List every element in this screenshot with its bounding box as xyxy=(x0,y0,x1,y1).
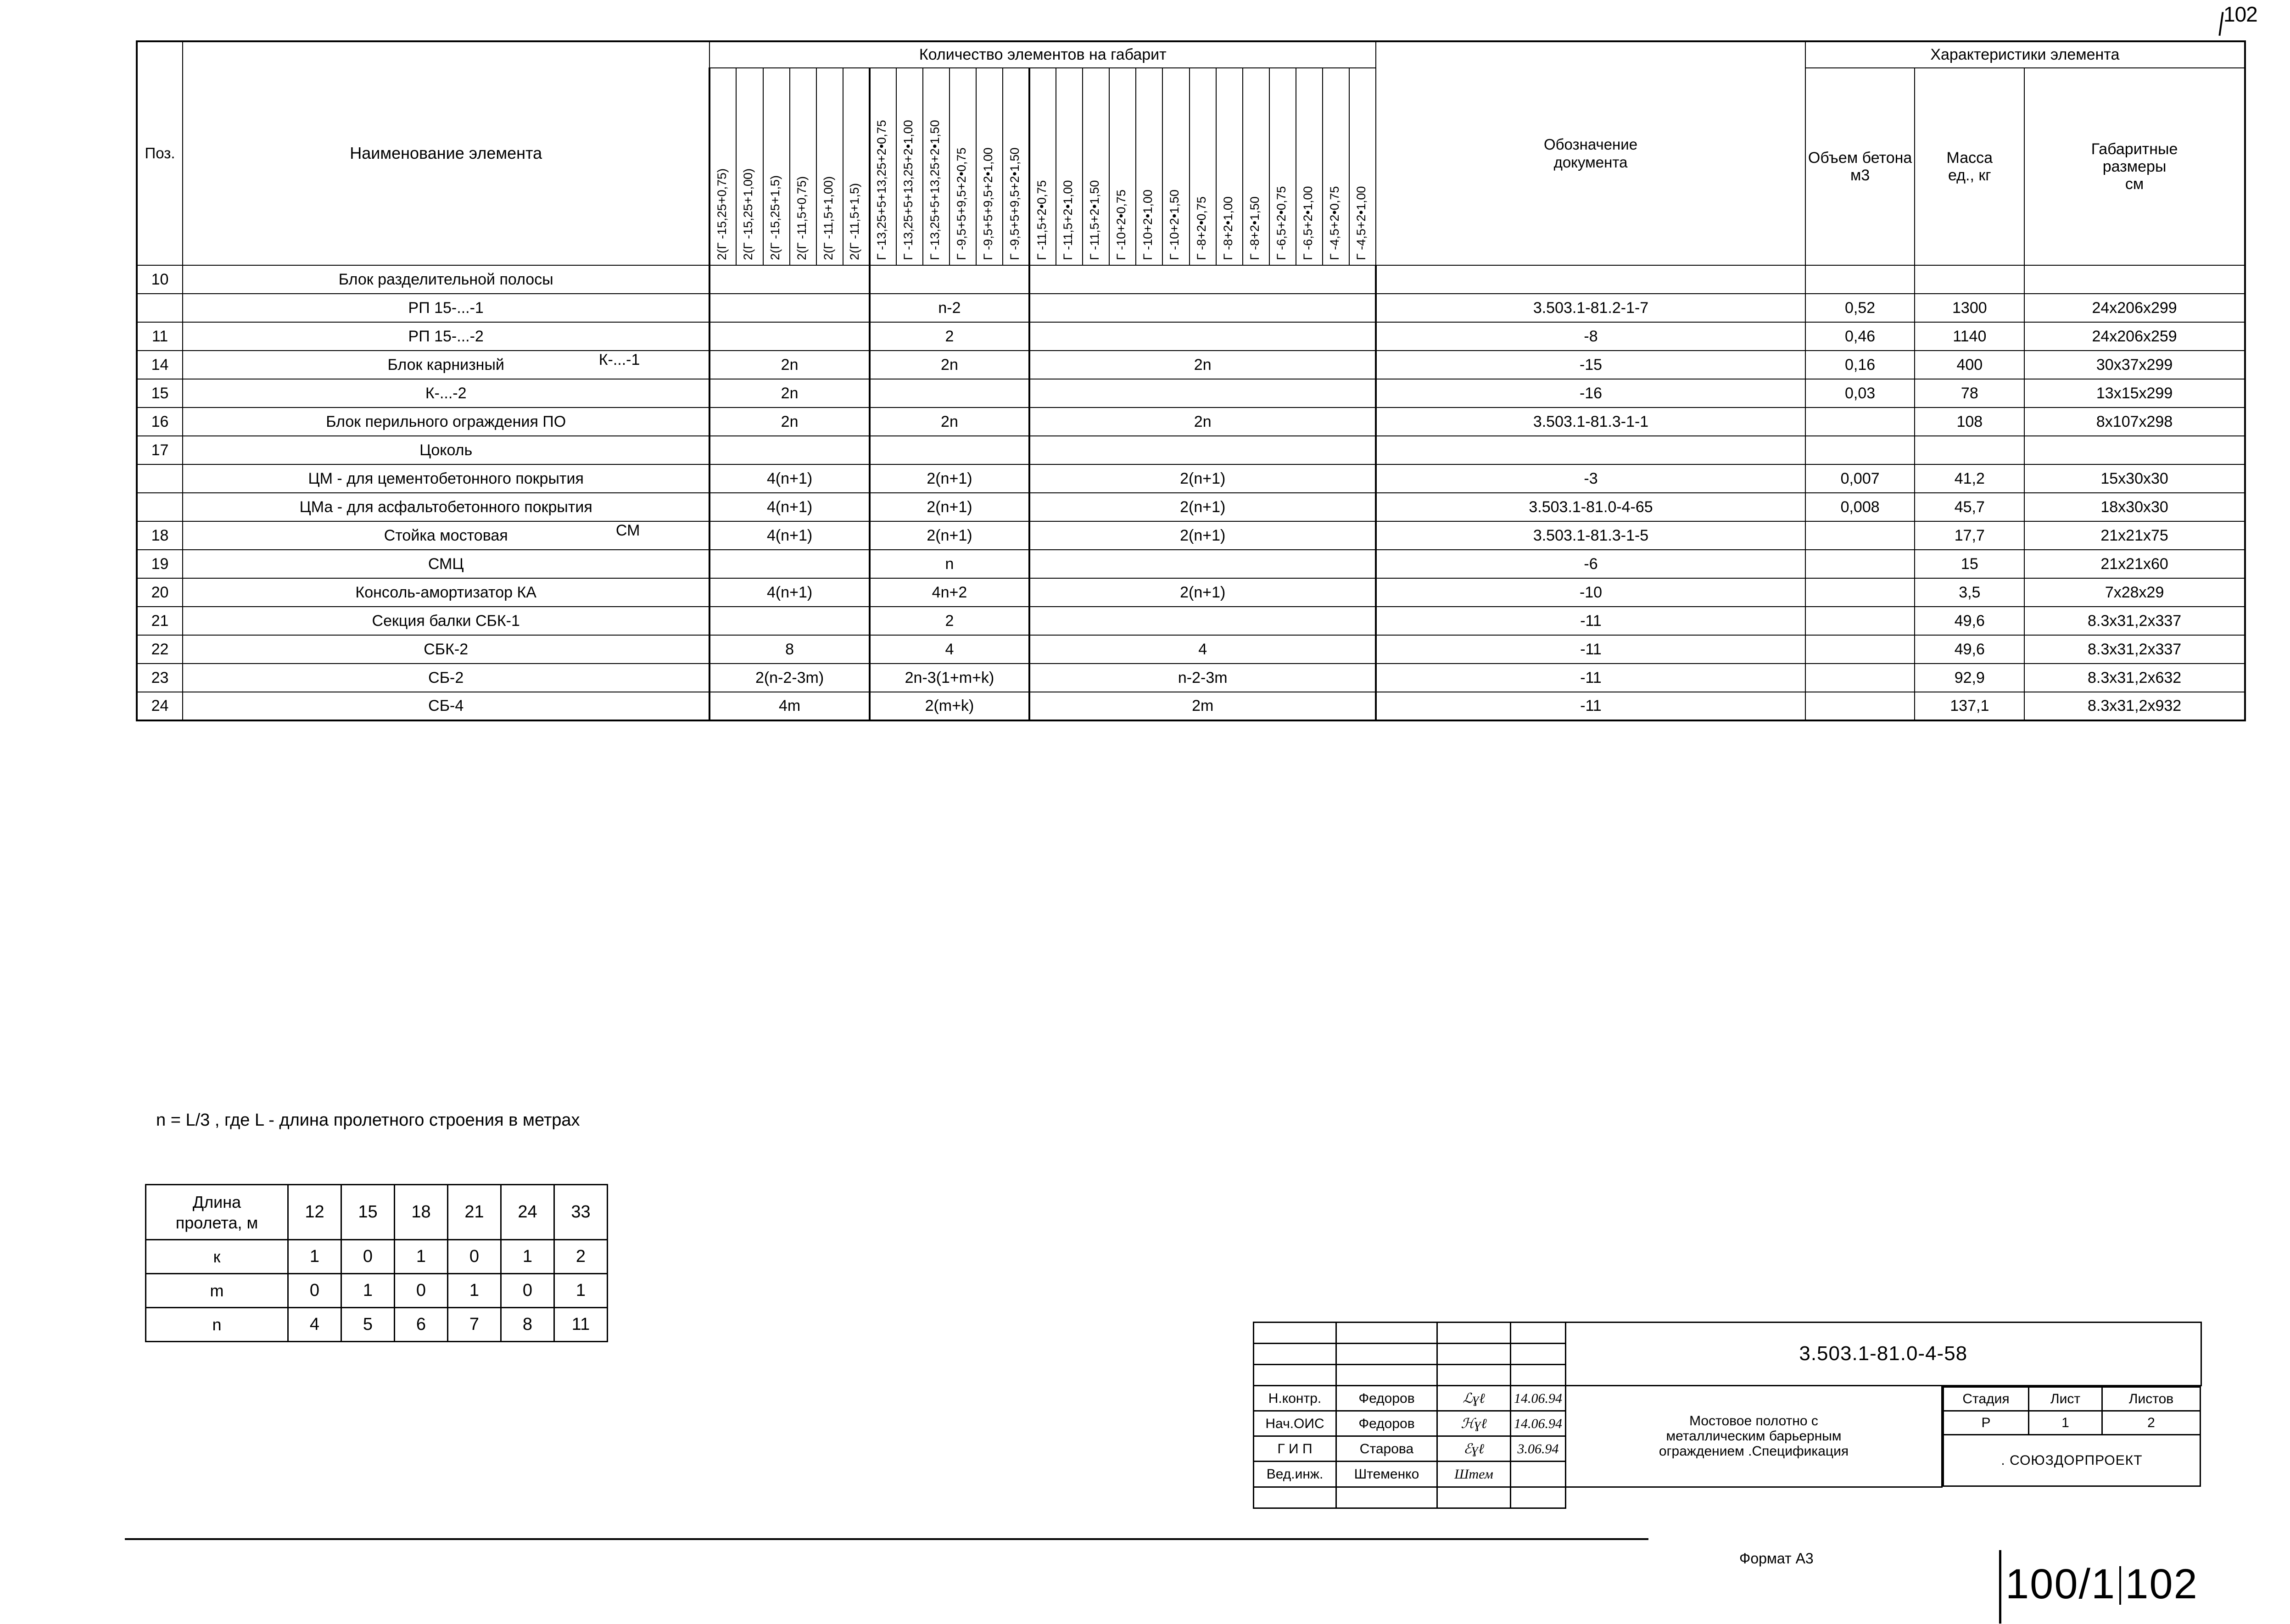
unit-mass: 17,7 xyxy=(1915,521,2024,550)
signature-date xyxy=(1511,1462,1566,1487)
concrete-volume xyxy=(1805,692,1915,720)
coefficient-label: m xyxy=(146,1274,288,1308)
coefficient-value: 0 xyxy=(501,1274,554,1308)
position-number xyxy=(137,294,183,322)
tb-empty-cell xyxy=(1511,1487,1566,1508)
overall-dimensions: 8.3x31,2x932 xyxy=(2024,692,2245,720)
qty-column-header: 2(Г -11,5+1,5) xyxy=(843,68,870,265)
qty-column-header: Г -11,5+2•1,00 xyxy=(1056,68,1083,265)
qty-group1-value: 2n xyxy=(709,351,869,379)
overall-dimensions: 8x107x298 xyxy=(2024,407,2245,436)
signature-date: 3.06.94 xyxy=(1511,1436,1566,1462)
qty-group2-value: 2 xyxy=(870,322,1029,351)
qty-group2-value: n xyxy=(870,550,1029,578)
qty-column-header: Г -6,5+2•0,75 xyxy=(1269,68,1296,265)
element-name-cell: ЦМа - для асфальтобетонного покрытия xyxy=(183,493,709,521)
table-row xyxy=(137,550,2245,578)
overall-dimensions: 30x37x299 xyxy=(2024,351,2245,379)
document-designation: 3.503.1-81.3-1-5 xyxy=(1376,521,1805,550)
concrete-volume xyxy=(1805,521,1915,550)
element-name-cell: СБ-4 xyxy=(183,692,709,720)
document-designation: -8 xyxy=(1376,322,1805,351)
document-number-cell xyxy=(1566,1323,2201,1386)
tb-empty-cell xyxy=(1254,1323,1336,1344)
table-row xyxy=(146,1308,608,1342)
tb-empty-cell xyxy=(1511,1323,1566,1344)
qty-group1-value xyxy=(709,436,869,464)
mass-header: Масса ед., кг xyxy=(1915,68,2024,265)
corner-sheet-mark: 102 xyxy=(2223,2,2257,26)
document-header: Обозначение документа xyxy=(1543,136,1638,171)
table-row xyxy=(137,635,2245,664)
unit-mass: 92,9 xyxy=(1915,664,2024,692)
coefficient-value: 1 xyxy=(288,1240,341,1274)
qty-column-header: Г -9,5+5+9,5+2•1,00 xyxy=(976,68,1003,265)
signature-role: Г И П xyxy=(1254,1436,1336,1462)
element-name-cell: Секция балки СБК-1 xyxy=(183,607,709,635)
signature-mark: ℰɣℓ xyxy=(1437,1436,1511,1462)
qty-column-header: 2(Г -11,5+0,75) xyxy=(790,68,816,265)
qty-column-header: Г -9,5+5+9,5+2•0,75 xyxy=(950,68,976,265)
qty-column-header: 2(Г -15,25+1,5) xyxy=(763,68,790,265)
coefficient-value: 1 xyxy=(395,1240,448,1274)
qty-column-header: Г -10+2•1,00 xyxy=(1136,68,1162,265)
specification-table xyxy=(136,40,2246,721)
quantity-group-header: Количество элементов на габарит xyxy=(709,41,1376,68)
signature-mark: ℋɣℓ xyxy=(1437,1411,1511,1436)
overall-dimensions: 13x15x299 xyxy=(2024,379,2245,407)
tb-empty-cell xyxy=(1511,1365,1566,1386)
format-note: Формат А3 xyxy=(1739,1550,1814,1567)
coefficient-value: 1 xyxy=(341,1274,395,1308)
sheet-header: Лист xyxy=(2029,1387,2102,1411)
span-length-value: 12 xyxy=(288,1185,341,1240)
overall-dimensions: 24x206x299 xyxy=(2024,294,2245,322)
document-designation: -15 xyxy=(1376,351,1805,379)
qty-group2-value: 2n xyxy=(870,351,1029,379)
overall-dimensions xyxy=(2024,436,2245,464)
qty-group1-value: 2(n-2-3m) xyxy=(709,664,869,692)
position-number: 17 xyxy=(137,436,183,464)
concrete-volume xyxy=(1805,664,1915,692)
page-number-divider xyxy=(1999,1550,2001,1624)
qty-group2-value: 2(m+k) xyxy=(870,692,1029,720)
element-name-cell: РП 15-...-1 xyxy=(183,294,709,322)
overall-dimensions xyxy=(2024,265,2245,294)
qty-group2-value: n-2 xyxy=(870,294,1029,322)
qty-group3-value: 2(n+1) xyxy=(1029,464,1376,493)
qty-group1-value: 4m xyxy=(709,692,869,720)
document-number: 3.503.1-81.0-4-58 xyxy=(1799,1342,1968,1365)
qty-group3-value: 2n xyxy=(1029,407,1376,436)
element-name-cell xyxy=(183,521,709,550)
page-number-footer xyxy=(2005,1560,2198,1608)
page-number-separator xyxy=(2119,1566,2121,1605)
signature-mark: ℒɣℓ xyxy=(1437,1386,1511,1411)
stage-table xyxy=(1943,1386,2201,1487)
qty-group3-value: 2m xyxy=(1029,692,1376,720)
table-row xyxy=(146,1274,608,1308)
qty-group1-value: 2n xyxy=(709,407,869,436)
position-number: 11 xyxy=(137,322,183,351)
document-designation: -11 xyxy=(1376,664,1805,692)
overall-dimensions: 7x28x29 xyxy=(2024,578,2245,607)
table-row xyxy=(137,322,2245,351)
element-mark: К-...-1 xyxy=(598,351,640,368)
dimensions-header: Габаритные размеры см xyxy=(2024,68,2245,265)
overall-dimensions: 18x30x30 xyxy=(2024,493,2245,521)
span-length-value: 18 xyxy=(395,1185,448,1240)
qty-group2-value xyxy=(870,436,1029,464)
position-number: 15 xyxy=(137,379,183,407)
concrete-volume: 0,008 xyxy=(1805,493,1915,521)
element-mark: СМ xyxy=(615,522,640,539)
span-length-value: 33 xyxy=(554,1185,608,1240)
signature-date: 14.06.94 xyxy=(1511,1386,1566,1411)
table-row xyxy=(137,578,2245,607)
project-title-line: металлическим барьерным xyxy=(1666,1429,1842,1444)
qty-group2-value: 2(n+1) xyxy=(870,464,1029,493)
qty-group3-value xyxy=(1029,294,1376,322)
qty-group2-value: 4 xyxy=(870,635,1029,664)
title-block-table xyxy=(1253,1322,2202,1509)
project-title-line: ограждением .Спецификация xyxy=(1659,1444,1849,1459)
unit-mass: 49,6 xyxy=(1915,635,2024,664)
table-row xyxy=(137,692,2245,720)
concrete-volume: 0,52 xyxy=(1805,294,1915,322)
signature-name: Штеменко xyxy=(1336,1462,1437,1487)
qty-group2-value: 2n xyxy=(870,407,1029,436)
element-name: Стойка мостовая xyxy=(384,526,508,544)
position-number: 16 xyxy=(137,407,183,436)
document-designation: -11 xyxy=(1376,607,1805,635)
qty-column-header: Г -13,25+5+13,25+2•0,75 xyxy=(870,68,896,265)
qty-group3-value: 4 xyxy=(1029,635,1376,664)
sheets-total-header: Листов xyxy=(2102,1387,2201,1411)
signature-role: Вед.инж. xyxy=(1254,1462,1336,1487)
unit-mass: 400 xyxy=(1915,351,2024,379)
coefficient-value: 2 xyxy=(554,1240,608,1274)
qty-column-header: Г -10+2•0,75 xyxy=(1109,68,1136,265)
tb-empty-cell xyxy=(1336,1487,1437,1508)
signature-role: Н.контр. xyxy=(1254,1386,1336,1411)
tb-empty-cell xyxy=(1437,1323,1511,1344)
qty-column-header: 2(Г -15,25+0,75) xyxy=(709,68,736,265)
concrete-volume: 0,16 xyxy=(1805,351,1915,379)
document-designation: -11 xyxy=(1376,692,1805,720)
unit-mass xyxy=(1915,265,2024,294)
qty-group3-value: n-2-3m xyxy=(1029,664,1376,692)
pos-header-cell xyxy=(137,41,183,265)
span-length-label: Длина пролета, м xyxy=(146,1185,288,1240)
table-row xyxy=(137,493,2245,521)
qty-group2-value: 2(n+1) xyxy=(870,521,1029,550)
project-title-line: Мостовое полотно с xyxy=(1689,1413,1818,1429)
qty-column-header: Г -11,5+2•0,75 xyxy=(1029,68,1056,265)
qty-column-header: 2(Г -11,5+1,00) xyxy=(816,68,843,265)
qty-column-header: Г -13,25+5+13,25+2•1,00 xyxy=(896,68,923,265)
signature-name: Федоров xyxy=(1336,1411,1437,1436)
tb-empty-cell xyxy=(1254,1344,1336,1365)
span-length-value: 15 xyxy=(341,1185,395,1240)
organization-name: . СОЮЗДОРПРОЕКТ xyxy=(1944,1435,2201,1486)
table-row xyxy=(137,464,2245,493)
concrete-volume xyxy=(1805,578,1915,607)
qty-group3-value xyxy=(1029,265,1376,294)
coefficient-value: 11 xyxy=(554,1308,608,1342)
table-row xyxy=(146,1240,608,1274)
coefficient-value: 6 xyxy=(395,1308,448,1342)
document-designation: -16 xyxy=(1376,379,1805,407)
table-row xyxy=(146,1185,608,1240)
span-length-value: 24 xyxy=(501,1185,554,1240)
element-name-cell: СБ-2 xyxy=(183,664,709,692)
overall-dimensions: 15x30x30 xyxy=(2024,464,2245,493)
tb-empty-cell xyxy=(1942,1487,2201,1508)
concrete-volume: 0,007 xyxy=(1805,464,1915,493)
signature-role: Нач.ОИС xyxy=(1254,1411,1336,1436)
qty-column-header: Г -6,5+2•1,00 xyxy=(1296,68,1323,265)
coefficient-value: 1 xyxy=(554,1274,608,1308)
position-number: 14 xyxy=(137,351,183,379)
unit-mass: 137,1 xyxy=(1915,692,2024,720)
element-name-cell: СБК-2 xyxy=(183,635,709,664)
stage-org-cell xyxy=(1942,1386,2201,1487)
tb-empty-cell xyxy=(1437,1344,1511,1365)
qty-group1-value xyxy=(709,607,869,635)
qty-group3-value xyxy=(1029,550,1376,578)
coefficient-value: 1 xyxy=(448,1274,501,1308)
concrete-volume xyxy=(1805,607,1915,635)
tb-empty-cell xyxy=(1566,1487,1942,1508)
qty-column-header: Г -8+2•0,75 xyxy=(1190,68,1216,265)
qty-group2-value: 2n-3(1+m+k) xyxy=(870,664,1029,692)
table-row xyxy=(137,521,2245,550)
qty-group3-value xyxy=(1029,322,1376,351)
concrete-volume: 0,46 xyxy=(1805,322,1915,351)
qty-group1-value: 2n xyxy=(709,379,869,407)
table-row xyxy=(137,436,2245,464)
element-name-cell: Консоль-амортизатор КА xyxy=(183,578,709,607)
coefficient-value: 7 xyxy=(448,1308,501,1342)
corner-tick xyxy=(2218,12,2223,36)
qty-column-header: Г -8+2•1,00 xyxy=(1216,68,1243,265)
unit-mass: 45,7 xyxy=(1915,493,2024,521)
element-name-cell: РП 15-...-2 xyxy=(183,322,709,351)
document-designation: 3.503.1-81.2-1-7 xyxy=(1376,294,1805,322)
coefficient-value: 8 xyxy=(501,1308,554,1342)
page-number-left: 100/1 xyxy=(2005,1561,2116,1607)
qty-column-header: Г -8+2•1,50 xyxy=(1243,68,1269,265)
coefficient-label: к xyxy=(146,1240,288,1274)
qty-group3-value: 2(n+1) xyxy=(1029,521,1376,550)
position-number: 23 xyxy=(137,664,183,692)
unit-mass: 3,5 xyxy=(1915,578,2024,607)
document-designation xyxy=(1376,436,1805,464)
qty-column-header: Г -11,5+2•1,50 xyxy=(1083,68,1109,265)
position-number: 24 xyxy=(137,692,183,720)
position-number: 19 xyxy=(137,550,183,578)
unit-mass: 15 xyxy=(1915,550,2024,578)
overall-dimensions: 21x21x75 xyxy=(2024,521,2245,550)
sheets-total-value: 2 xyxy=(2102,1411,2201,1435)
project-title-cell xyxy=(1566,1386,1942,1487)
element-name-cell: СМЦ xyxy=(183,550,709,578)
qty-group3-value: 2n xyxy=(1029,351,1376,379)
table-row xyxy=(137,379,2245,407)
tb-empty-cell xyxy=(1254,1487,1336,1508)
qty-group3-value xyxy=(1029,607,1376,635)
signature-name: Старова xyxy=(1336,1436,1437,1462)
element-name-cell: Цоколь xyxy=(183,436,709,464)
overall-dimensions: 24x206x259 xyxy=(2024,322,2245,351)
tb-empty-cell xyxy=(1336,1365,1437,1386)
coefficient-value: 0 xyxy=(448,1240,501,1274)
position-number: 22 xyxy=(137,635,183,664)
unit-mass: 1140 xyxy=(1915,322,2024,351)
qty-group3-value xyxy=(1029,379,1376,407)
concrete-volume xyxy=(1805,436,1915,464)
document-designation: -3 xyxy=(1376,464,1805,493)
stage-value: Р xyxy=(1944,1411,2029,1435)
element-name-cell: ЦМ - для цементобетонного покрытия xyxy=(183,464,709,493)
qty-group3-value: 2(n+1) xyxy=(1029,578,1376,607)
concrete-volume: 0,03 xyxy=(1805,379,1915,407)
element-name-cell: Блок перильного ограждения ПО xyxy=(183,407,709,436)
qty-group3-value: 2(n+1) xyxy=(1029,493,1376,521)
table-row xyxy=(137,664,2245,692)
position-number: 21 xyxy=(137,607,183,635)
qty-column-header: 2(Г -15,25+1,00) xyxy=(736,68,763,265)
overall-dimensions: 21x21x60 xyxy=(2024,550,2245,578)
table-row xyxy=(137,607,2245,635)
position-number: 10 xyxy=(137,265,183,294)
signature-mark: Штем xyxy=(1437,1462,1511,1487)
signature-name: Федоров xyxy=(1336,1386,1437,1411)
pos-header: Поз. xyxy=(145,145,175,162)
coefficient-value: 0 xyxy=(395,1274,448,1308)
element-name: Блок карнизный xyxy=(387,356,504,374)
qty-column-header: Г -9,5+5+9,5+2•1,50 xyxy=(1003,68,1029,265)
unit-mass: 49,6 xyxy=(1915,607,2024,635)
unit-mass: 78 xyxy=(1915,379,2024,407)
tb-empty-cell xyxy=(1336,1344,1437,1365)
tb-empty-cell xyxy=(1437,1365,1511,1386)
formula-note: n = L/3 , где L - длина пролетного строения в метрах xyxy=(156,1111,580,1130)
position-number xyxy=(137,493,183,521)
position-number xyxy=(137,464,183,493)
qty-group2-value: 4n+2 xyxy=(870,578,1029,607)
span-length-table xyxy=(145,1184,608,1342)
concrete-volume xyxy=(1805,550,1915,578)
unit-mass: 108 xyxy=(1915,407,2024,436)
coefficient-value: 4 xyxy=(288,1308,341,1342)
page-number-right: 102 xyxy=(2125,1561,2198,1607)
qty-group1-value: 8 xyxy=(709,635,869,664)
qty-column-header: Г -4,5+2•1,00 xyxy=(1349,68,1376,265)
qty-group1-value: 4(n+1) xyxy=(709,493,869,521)
qty-group1-value xyxy=(709,550,869,578)
concrete-volume xyxy=(1805,635,1915,664)
document-designation: 3.503.1-81.0-4-65 xyxy=(1376,493,1805,521)
coefficient-value: 1 xyxy=(501,1240,554,1274)
overall-dimensions: 8.3x31,2x337 xyxy=(2024,635,2245,664)
qty-group2-value: 2(n+1) xyxy=(870,493,1029,521)
tb-empty-cell xyxy=(1254,1365,1336,1386)
concrete-volume xyxy=(1805,407,1915,436)
table-row xyxy=(137,407,2245,436)
stage-header: Стадия xyxy=(1944,1387,2029,1411)
volume-header: Объем бетона м3 xyxy=(1805,68,1915,265)
document-designation: -10 xyxy=(1376,578,1805,607)
element-name-cell: Блок разделительной полосы xyxy=(183,265,709,294)
qty-group1-value: 4(n+1) xyxy=(709,578,869,607)
position-number: 18 xyxy=(137,521,183,550)
qty-group2-value: 2 xyxy=(870,607,1029,635)
document-designation: -6 xyxy=(1376,550,1805,578)
name-header: Наименование элемента xyxy=(350,144,542,163)
document-designation: -11 xyxy=(1376,635,1805,664)
qty-column-header: Г -4,5+2•0,75 xyxy=(1323,68,1349,265)
qty-group1-value: 4(n+1) xyxy=(709,464,869,493)
qty-group2-value xyxy=(870,265,1029,294)
qty-column-header: Г -10+2•1,50 xyxy=(1162,68,1189,265)
table-row xyxy=(137,294,2245,322)
unit-mass: 1300 xyxy=(1915,294,2024,322)
qty-group2-value xyxy=(870,379,1029,407)
position-number: 20 xyxy=(137,578,183,607)
qty-group1-value xyxy=(709,265,869,294)
document-designation xyxy=(1376,265,1805,294)
coefficient-label: n xyxy=(146,1308,288,1342)
concrete-volume xyxy=(1805,265,1915,294)
name-header-cell xyxy=(183,41,709,265)
document-designation: 3.503.1-81.3-1-1 xyxy=(1376,407,1805,436)
title-block xyxy=(1253,1322,2202,1509)
sheet-value: 1 xyxy=(2029,1411,2102,1435)
coefficient-value: 0 xyxy=(341,1240,395,1274)
qty-group1-value: 4(n+1) xyxy=(709,521,869,550)
sheet-bottom-rule xyxy=(125,1538,1648,1540)
coefficient-value: 5 xyxy=(341,1308,395,1342)
characteristics-group-header: Характеристики элемента xyxy=(1805,41,2245,68)
span-length-value: 21 xyxy=(448,1185,501,1240)
document-header-cell xyxy=(1376,41,1805,265)
unit-mass xyxy=(1915,436,2024,464)
element-name-cell: К-...-2 xyxy=(183,379,709,407)
table-row xyxy=(137,265,2245,294)
tb-empty-cell xyxy=(1511,1344,1566,1365)
tb-empty-cell xyxy=(1336,1323,1437,1344)
signature-date: 14.06.94 xyxy=(1511,1411,1566,1436)
overall-dimensions: 8.3x31,2x632 xyxy=(2024,664,2245,692)
overall-dimensions: 8.3x31,2x337 xyxy=(2024,607,2245,635)
qty-group1-value xyxy=(709,322,869,351)
tb-empty-cell xyxy=(1437,1487,1511,1508)
qty-group3-value xyxy=(1029,436,1376,464)
table-row xyxy=(137,351,2245,379)
coefficient-value: 0 xyxy=(288,1274,341,1308)
qty-group1-value xyxy=(709,294,869,322)
element-name-cell xyxy=(183,351,709,379)
qty-column-header: Г -13,25+5+13,25+2•1,50 xyxy=(923,68,950,265)
unit-mass: 41,2 xyxy=(1915,464,2024,493)
